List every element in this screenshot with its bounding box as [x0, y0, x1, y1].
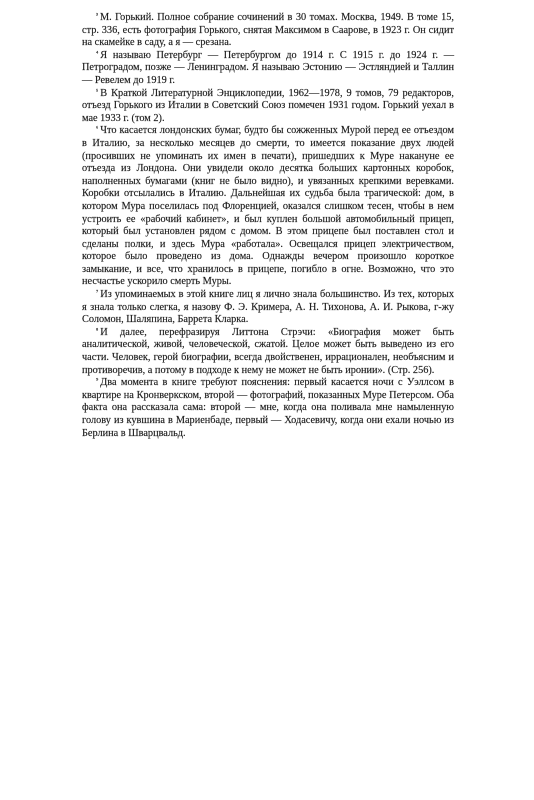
footnote-text: Два момента в книге требуют пояснения: первый касается ночи с Уэллсом в квартире на Кронверкском, второй — фотографий, показанных Муре Петерсом. Оба факта она рассказала сама: второй — мне, когда она поливала мне намыленную голову из кувшина в Мариенбаде, первый — Ходасевичу, когда они ехали ночью из Берлина в Шварцвальд.: [82, 377, 454, 439]
footnote-marker: ⁹: [96, 377, 99, 385]
footnote-9: [82, 377, 454, 440]
footnote-6: [82, 125, 454, 289]
footnote-4: [82, 50, 454, 88]
footnote-marker: ⁶: [96, 125, 99, 133]
footnote-text: Что касается лондонских бумаг, будто бы сожженных Мурой перед ее отъездом в Италию, за несколько месяцев до смерти, то имеется показание двух людей (просивших не упоминать их имен в печати), пришедших к Муре накануне ее отъезда из Лондона. Они увидели около десятка больших картонных коробок, наполненных бумагами (книг не было видно), и увязанных крепкими веревками. Коробки отсылались в Италию. Дальнейшая их судьба была трагической: дом, в котором Мура поселилась под Флоренцией, оказался слишком тесен, чтобы в нем устроить ее «рабочий кабинет», и был куплен большой автомобильный прицеп, который был установлен рядом с домом. В этом прицепе был поставлен стол и сделаны полки, и здесь Мура «работала». Освещался прицеп электричеством, которое было проведено из дома. Однажды вечером произошло короткое замыкание, и все, что хранилось в прицепе, погибло в огне. Возможно, что это несчастье ускорило смерть Муры.: [82, 125, 454, 288]
footnote-marker: ⁴: [96, 49, 99, 57]
footnote-marker: ⁵: [96, 87, 99, 95]
footnotes-block: [82, 12, 454, 440]
footnote-text: В Краткой Литературной Энциклопедии, 1962—1978, 9 томов, 79 редакторов, отъезд Горького из Италии в Советский Союз помечен 1931 годом. Горький уехал в мае 1933 г. (том 2).: [82, 87, 454, 124]
footnote-text: Я называю Петербург — Петербургом до 1914 г. С 1915 г. до 1924 г. — Петроградом, позже — Ленинградом. Я называю Эстонию — Эстляндией и Таллин — Ревелем до 1919 г.: [82, 49, 454, 86]
footnote-5: [82, 88, 454, 126]
footnote-text: И далее, перефразируя Литтона Стрэчи: «Биография может быть аналитической, живой, человеческой, сжатой. Целое может быть выведено из его части. Человек, герой биографии, всегда двойственен, иррационален, необъясним и противоречив, а потому в подходе к нему не может не быть иронии». (Стр. 256).: [82, 326, 454, 376]
footnote-8: [82, 327, 454, 377]
footnote-marker: ⁷: [96, 289, 99, 297]
footnote-marker: ³: [96, 12, 98, 19]
footnote-3: [82, 12, 454, 50]
footnote-7: [82, 289, 454, 327]
footnote-text: М. Горький. Полное собрание сочинений в 30 томах. Москва, 1949. В томе 15, стр. 336, есть фотография Горького, снятая Максимом в Саарове, в 1923 г. Он сидит на скамейке в саду, а я — срезана.: [82, 12, 454, 49]
footnote-text: Из упоминаемых в этой книге лиц я лично знала большинство. Из тех, которых я знала только слегка, я назову Ф. Э. Кримера, А. Н. Тихонова, А. И. Рыкова, г-жу Соломон, Шаляпина, Баррета Кларка.: [82, 289, 454, 326]
footnote-marker: ⁸: [96, 326, 99, 334]
